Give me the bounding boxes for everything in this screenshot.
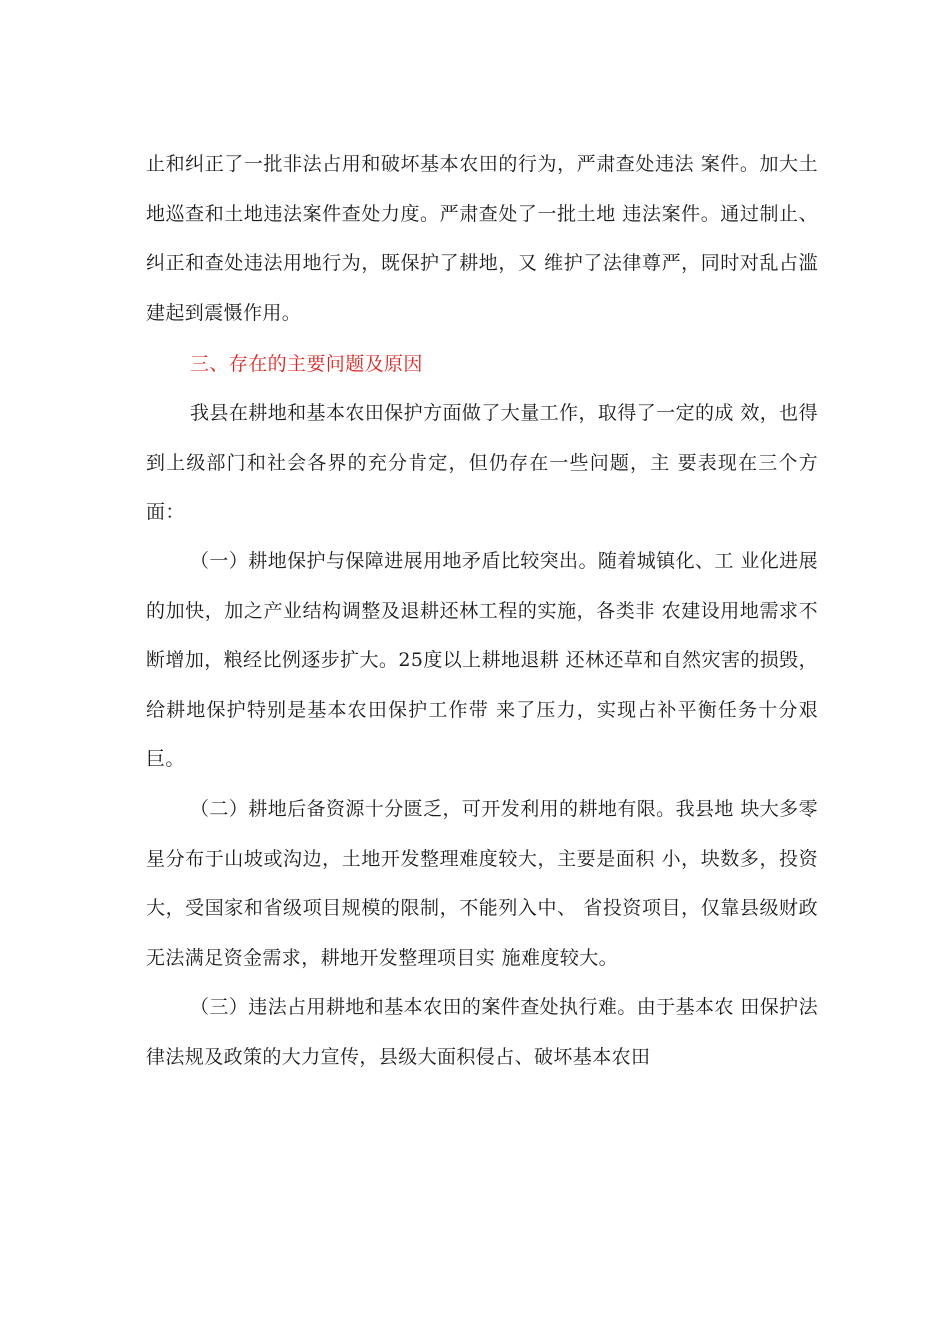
paragraph-problem-three: （三）违法占用耕地和基本农田的案件查处执行难。由于基本农 田保护法律法规及政策的大力宣传，县级大面积侵占、破坏基本农田 bbox=[146, 996, 818, 1068]
paragraph-problem-one: （一）耕地保护与保障进展用地矛盾比较突出。随着城镇化、工 业化进展的加快，加之产业结构调整及退耕还林工程的实施，各类非 农建设用地需求不断增加，粮经比例逐步扩大。25度以上耕地退耕 还林还草和自然灾害的损毁，给耕地保护特别是基本农田保护工作带 来了压力，实现占补平衡任务十分艰巨。 bbox=[146, 550, 818, 770]
paragraph-continuation: 止和纠正了一批非法占用和破坏基本农田的行为，严肃查处违法 案件。加大土地巡查和土地违法案件查处力度。严肃查处了一批土地 违法案件。通过制止、纠正和查处违法用地行为，既保护了耕地，又 维护了法律尊严，同时对乱占滥建起到震慑作用。 bbox=[146, 153, 818, 324]
paragraph-problem-two: （二）耕地后备资源十分匮乏，可开发利用的耕地有限。我县地 块大多零星分布于山坡或沟边，土地开发整理难度较大，主要是面积 小，块数多，投资大，受国家和省级项目规模的限制，不能列入中、 省投资项目，仅靠县级财政无法满足资金需求，耕地开发整理项目实 施难度较大。 bbox=[146, 798, 818, 969]
section-heading: 三、存在的主要问题及原因 bbox=[190, 353, 423, 375]
paragraph-problems-intro: 我县在耕地和基本农田保护方面做了大量工作，取得了一定的成 效，也得到上级部门和社会各界的充分肯定，但仍存在一些问题，主 要表现在三个方面： bbox=[146, 402, 818, 523]
